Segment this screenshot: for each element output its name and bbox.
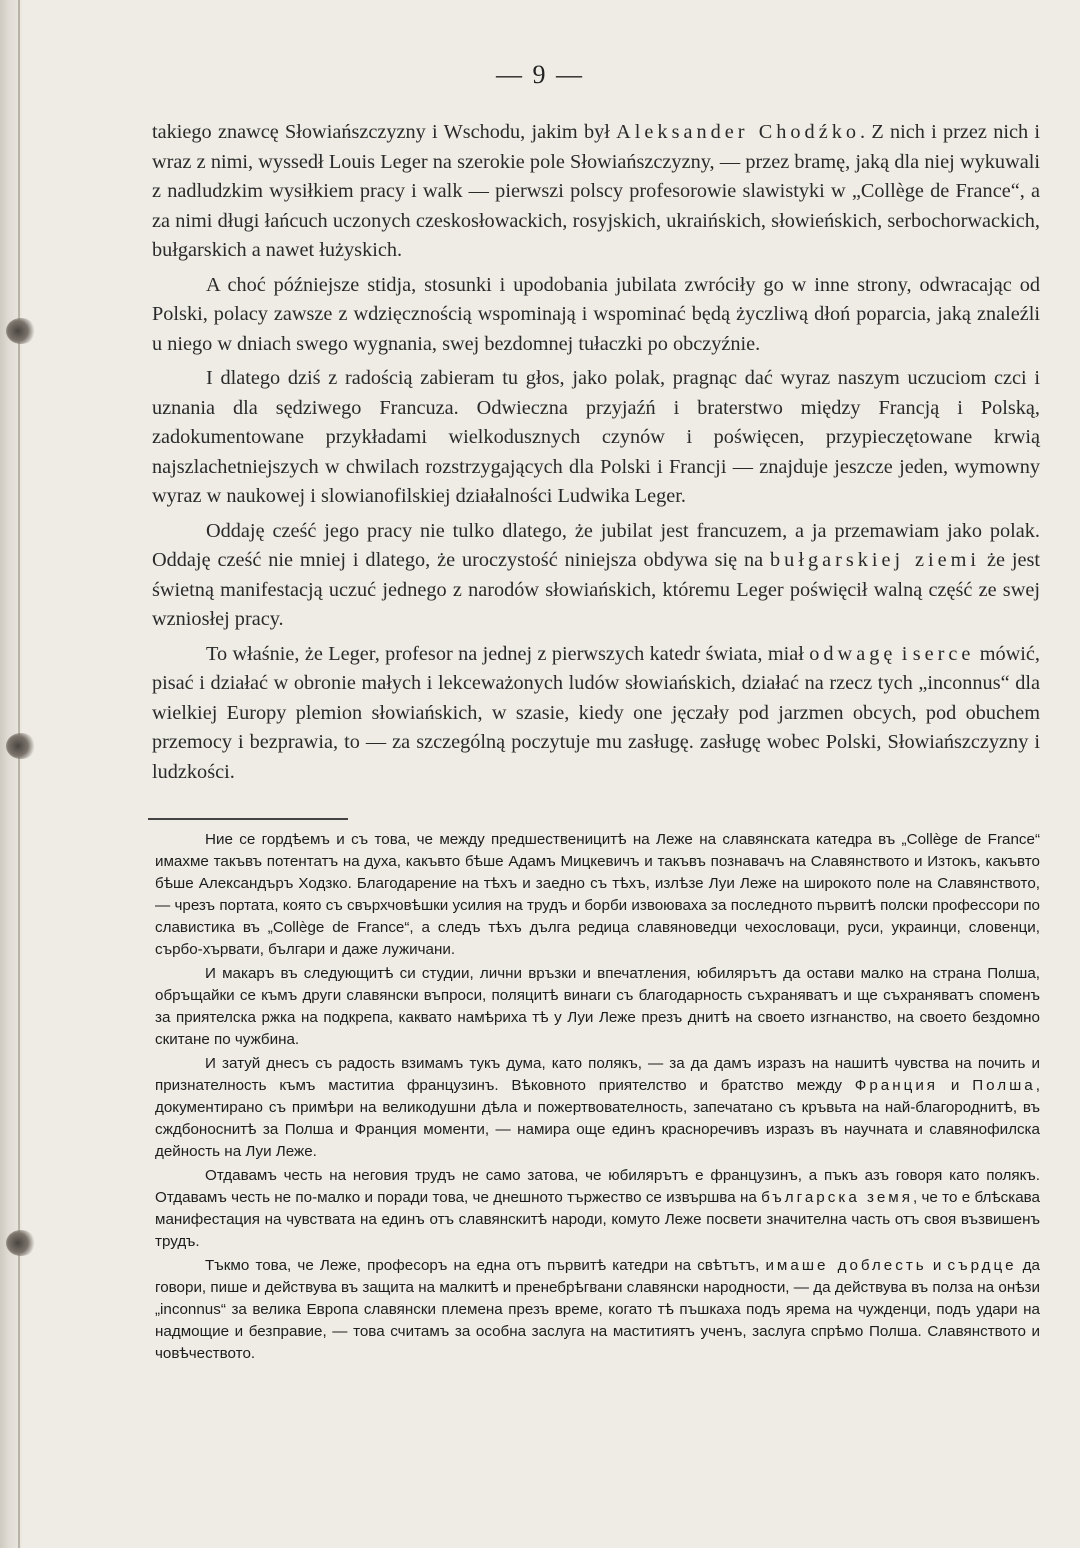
bulgarian-paragraph (155, 1165, 1040, 1253)
spaced-word: Франция (854, 1077, 939, 1094)
text-run: i (896, 642, 913, 665)
bulgarian-text-block (155, 829, 1040, 1367)
text-run: И затуй днесъ съ радость взимамъ тукъ дума, като полякъ, — за да дамъ изразъ на нашитѣ чувства на почить и признателность къмъ маститиа французинъ. Вѣковното приятелство и братство между (155, 1055, 1040, 1094)
polish-text-block (152, 118, 1040, 792)
polish-paragraph (152, 517, 1040, 635)
text-run: takiego znawcę Słowiańszczyzny i Wschodu, jakim był (152, 121, 617, 143)
text-run: że jest świetną manifestacją uczuć jednego z narodów słowiańskich, któremu Leger poświęcił walną część ze swej wzniosłej pracy. (152, 549, 1040, 630)
spaced-phrase: имаше доблесть (765, 1257, 927, 1274)
polish-paragraph: A choć późniejsze stidja, stosunki i upodobania jubilata zwróciły go w inne strony, odwracając od Polski, polacy zawsze z wdzięcznością wspominają i wspominać będą życzliwą dłoń poparcia, jaką znaleźli u niego w dniach swego wygnania, swej bezdomnej tułaczki po obczyźnie. (152, 273, 1040, 355)
text-run: , документирано съ примѣри на великодушни дѣла и пожертвователность, запечатано съ кръвьта на най-благороднитѣ, въ сждбоноснитѣ за Полша и Франция моменти, — намира още единъ красноречивъ изразъ въ научната и славянофилска дейность на Луи Леже. (155, 1077, 1040, 1160)
bulgarian-paragraph: И макаръ въ следующитѣ си студии, лични връзки и впечатления, юбилярътъ да остави малко на страна Полша, обръщайки се къмъ други славянски въпроси, поляцитѣ винаги съ благодарность съхраняватъ и ще съхраняватъ споменъ за приятелска ржка на подкрепа, каквато намѣриха тѣ у Луи Леже презъ днитѣ на своето изгнанство, на своето бездомно скитане по чужбина. (155, 965, 1040, 1048)
spine-fold-line (18, 0, 20, 1548)
spaced-name: Aleksander Chodźko (616, 121, 860, 143)
text-run: . Z nich i przez nich i wraz z nimi, wyssedł Louis Leger na szerokie pole Słowiańszczyzny, — przez bramę, jaką dla niej wykuwali z nadludzkim wysiłkiem pracy i walk — pierwszi polscy profesorowie slawistyki w „Collège de France“, a za nimi długi łańcuch uczonych czeskosłowackich, rosyjskich, ukraińskich, słowieńskich, serbochorwackich, bułgarskich a nawet łużyskich. (152, 121, 1041, 261)
text-run: Oddaję cześć jego pracy nie tulko dlatego, że jubilat jest francuzem, a ja przemawiam jako polak. Oddaję cześć nie mniej i dlatego, że uroczystość niniejsza obdywa się na (152, 519, 1040, 571)
bulgarian-paragraph (155, 1255, 1040, 1365)
text-run: mówić, pisać i działać w obronie małych i lekceważonych ludów słowiańskich, działać na rzecz tych „inconnus“ dla wielkiej Europy plemion słowiańskich, w szasie, kiedy one jęczały pod jarzmen obcych, pod obuchem przemocy i bezprawia, to — za szczególną poczytuje mu zasługę. zasługę wobec Polski, Słowiańszczyzny i ludzkości. (152, 642, 1040, 783)
spaced-word: serce (912, 642, 975, 665)
text-run: и (938, 1077, 973, 1094)
text-run: Отдавамъ честь на неговия трудъ не само затова, че юбилярътъ е французинъ, а пъкъ азъ говоря като полякъ. Отдавамъ честь не по-малко и поради това, че днешното тържество се извършва на (155, 1167, 1040, 1206)
page-number: — 9 — (496, 60, 584, 89)
bulgarian-paragraph (155, 1053, 1040, 1163)
binding-thread-mark (6, 1230, 36, 1256)
footnote-divider (148, 818, 348, 820)
bulgarian-paragraph: Ние се гордѣемъ и съ това, че между предшественицитѣ на Леже на славянската катедра въ „Collège de France“ имахме такъвъ потентатъ на духа, какъвто бѣше Адамъ Мицкевичъ и такъвъ познавачъ на Славянството и Изтокъ, какъвто бѣше Александъръ Ходзко. Благодарение на тѣхъ и заедно съ тѣхъ, излѣзе Луи Леже на широкото поле на Славянството, — чрезъ портата, която съ свърхчовѣшки усилия на трудъ и борби извоюваха за последното първитѣ полски профессори по славистика въ „Collège de France“, а следъ тѣхъ дълга редица славяноведци чехословаци, руси, украинци, словенци, сърбо-хървати, българи и даже лужичани. (155, 831, 1040, 958)
text-run: To właśnie, że Leger, profesor na jednej z pierwszych katedr świata, miał (206, 642, 810, 665)
polish-paragraph (152, 118, 1040, 266)
binding-thread-mark (6, 733, 36, 759)
spaced-phrase: българска земя (761, 1189, 913, 1206)
text-run: да говори, пише и действува въ защита на малкитѣ и пренебрѣгвани славянски народности, — да действува въ полза на онѣзи „inconnus“ за велика Европа славянски племена презъ време, когато тѣ пъшкаха подъ ярема на чужденци, подъ удари на надмощие и безправие, — това считамъ за особна заслуга на маститиятъ ученъ, заслуга спрѣмо Полша. Славянството и човѣчеството. (155, 1257, 1040, 1362)
spaced-word: сърдце (947, 1257, 1017, 1274)
text-run: и (926, 1257, 948, 1274)
spaced-phrase: bułgarskiej ziemi (770, 549, 981, 571)
text-run: Тъкмо това, че Леже, професоръ на една отъ първитѣ катедри на свѣтътъ, (205, 1257, 766, 1274)
polish-paragraph: I dlatego dziś z radością zabieram tu głos, jako polak, pragnąc dać wyraz naszym uczuciom czci i uznania dla sędziwego Francuza. Odwieczna przyjaźń i braterstwo między Francją i Polską, zadokumentowane przykładami wielkodusznych czynów i poświęcen, przypieczętowane krwią najszlachetniejszych w chwilach rozstrzygających dla Polski i Francji — znajduje jeszcze jeden, wymowny wyraz w naukowej i slowianofilskiej działalności Ludwika Leger. (152, 367, 1040, 507)
spaced-word: Полша (972, 1077, 1036, 1094)
binding-thread-mark (6, 318, 36, 344)
text-run: , че то е блѣскава манифестация на чувствата на единъ отъ славянскитѣ народи, комуто Леже посвети значителна часть отъ своя възвишенъ трудъ. (155, 1189, 1040, 1250)
spaced-word: odwagę (809, 642, 897, 665)
polish-paragraph (152, 640, 1040, 788)
